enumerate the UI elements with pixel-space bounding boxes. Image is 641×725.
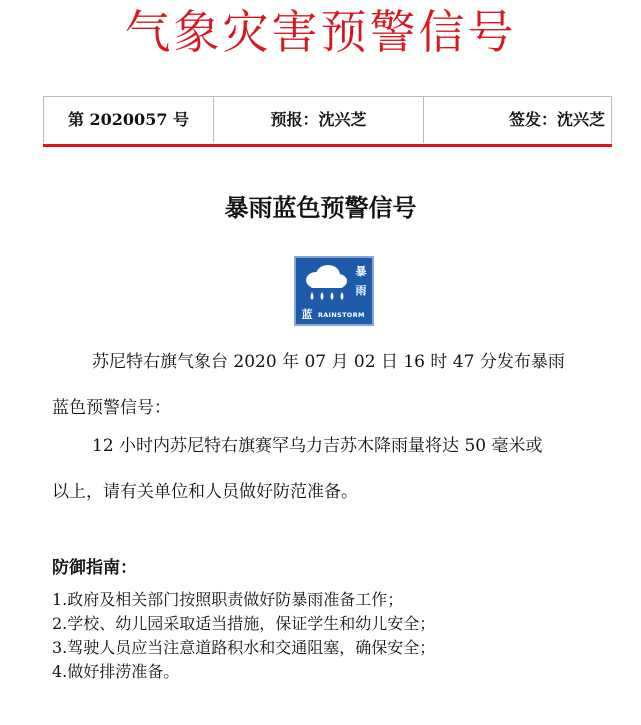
issuer: 签发：沈兴芝	[423, 97, 612, 143]
issue-number: 第 2020057 号	[43, 97, 213, 143]
guide-item: 4.做好排涝准备。	[52, 662, 180, 681]
guide-item: 1.政府及相关部门按照职责做好防暴雨准备工作；	[52, 590, 404, 609]
icon-side-char-2: 雨	[355, 284, 367, 297]
meta-table	[43, 96, 612, 145]
icon-side-char-1: 暴	[355, 265, 367, 278]
guide-item: 2.学校、幼儿园采取适当措施，保证学生和幼儿安全；	[52, 614, 436, 633]
header-divider	[43, 144, 612, 147]
guide-list	[52, 588, 622, 684]
paragraph-1-line-2: 蓝色预警信号：	[52, 398, 171, 418]
guide-title: 防御指南：	[52, 558, 137, 578]
notice-paragraph-2	[52, 423, 612, 515]
rainstorm-icon	[294, 256, 374, 326]
guide-item: 3.驾驶人员应当注意道路积水和交通阻塞，确保安全；	[52, 638, 436, 657]
icon-side-label	[352, 262, 370, 308]
paragraph-2-line-2: 以上，请有关单位和人员做好防范准备。	[52, 482, 358, 502]
document-title: 气象灾害预警信号	[124, 5, 517, 59]
notice-paragraph-1	[52, 339, 612, 431]
notice-heading: 暴雨蓝色预警信号	[224, 193, 417, 222]
paragraph-2-line-1: 12 小时内苏尼特右旗赛罕乌力吉苏木降雨量将达 50 毫米或	[92, 436, 543, 456]
icon-english-label: RAINSTORM	[318, 311, 365, 319]
forecaster: 预报：沈兴芝	[213, 97, 423, 143]
rain-cloud-icon	[300, 262, 352, 308]
icon-level-label: 蓝	[301, 308, 313, 321]
paragraph-1-line-1: 苏尼特右旗气象台 2020 年 07 月 02 日 16 时 47 分发布暴雨	[92, 352, 565, 372]
